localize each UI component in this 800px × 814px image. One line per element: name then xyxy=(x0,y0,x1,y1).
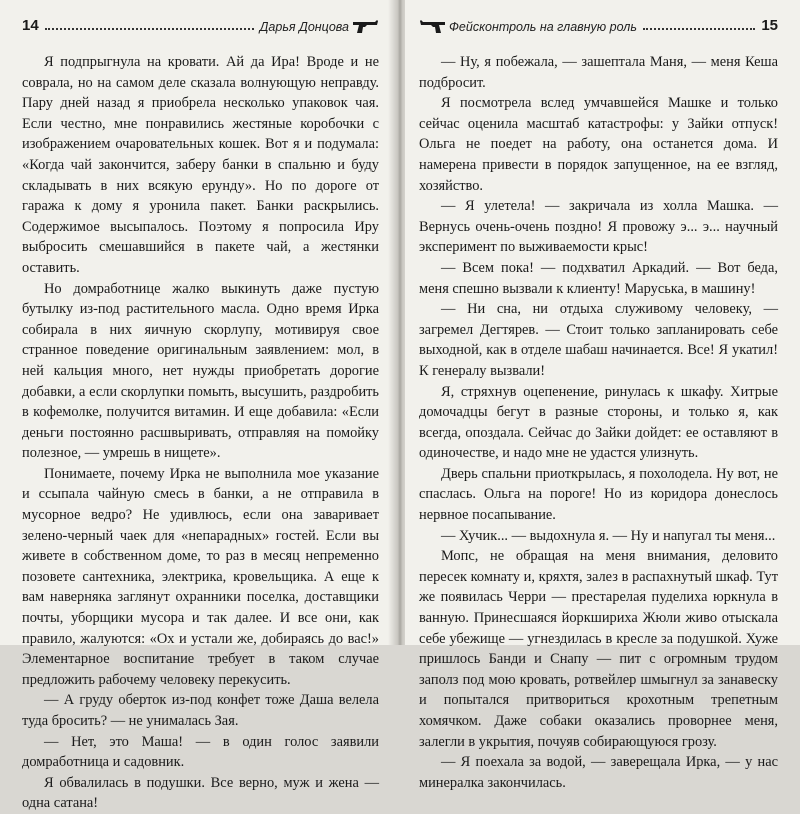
running-head: Дарья Донцова xyxy=(259,20,349,34)
paragraph: Я посмотрела вслед умчавшейся Машке и только сейчас оценила масштаб катастрофы: у Зайки отпуск! Ольга не поедет на работу, она останется дома. И намерена привести в порядок запущенное, на ее взгляд, хозяйство. xyxy=(419,95,778,194)
left-page xyxy=(0,0,395,812)
header-dotted-rule xyxy=(643,27,755,30)
pistol-icon xyxy=(351,18,379,34)
right-page-body xyxy=(419,52,778,793)
right-page xyxy=(405,0,800,791)
paragraph: Я обвалилась в подушки. Все верно, муж и жена — одна сатана! xyxy=(22,774,379,812)
paragraph: — Я поехала за водой, — заверещала Ирка, — у нас минералка закончилась. xyxy=(419,754,778,791)
page-number: 14 xyxy=(22,17,39,34)
paragraph: Но домработнице жалко выкинуть даже пустую бутылку из-под растительного масла. Одно время Ирка собирала в них яичную скорлупу, мотивируя свое странное поведение оригинальным заявлением: мол, в ней кальция много, нет нужды приобретать дорогие добавки, а если скорлупки помыть, высушить, раздробить в кофемолке, получится витамин. И еще добавила: «Если деньги постоянно расшвыривать, отправляя на помойку полезное, — умрешь в нищете». xyxy=(22,280,379,462)
paragraph: Мопс, не обращая на меня внимания, деловито пересек комнату и, кряхтя, залез в распахнутый шкаф. Тут же появилась Черри — престарелая пуделиха юркнула в ванную. Принесшаяся йоркшириха Жюли живо отыскала себе убежище — угнездилась в кресле за подушкой. Хуже пришлось Банди и Снапу — пит с огромным трудом заполз под мою кровать, ротвейлер шмыгнул за занавеску и попытался притвориться крохотным трепетным хомячком. Даже собаки оказались проворнее меня, залегли в укрытия, почуяв собирающуюся грозу. xyxy=(419,548,778,750)
page-number: 15 xyxy=(761,17,778,34)
paragraph: Понимаете, почему Ирка не выполнила мое указание и ссыпала чайную смесь в банки, а не отправила в мусорное ведро? Не удивлюсь, если она заваривает зелено-черный чаек для «непарадных» гостей. Если вы живете в собственном доме, то раз в месяц непременно позовете сантехника, электрика, кровельщика. А еще к вам наверняка заглянут охранники поселка, доставщики почты, уборщики мусора и так далее. И все они, как правило, жалуются: «Ох и устали же, добираясь до вас!» Элементарное воспитание требует в таком случае предложить рабочему человеку перекусить. xyxy=(22,465,379,688)
paragraph: — Я улетела! — закричала из холла Машка. — Вернусь очень-очень поздно! Я провожу э... э... научный эксперимент по выживаемости крыс! xyxy=(419,198,778,256)
paragraph: Я, стряхнув оцепенение, ринулась к шкафу. Хитрые домочадцы бегут в разные стороны, и только я, как всегда, опоздала. Сейчас до Зайки дойдет: ее оставляют в одиночестве, и надо мне не удастся улизнуть. xyxy=(419,383,778,462)
left-page-header xyxy=(22,12,379,34)
paragraph: Дверь спальни приоткрылась, я похолодела. Ну вот, не спаслась. Ольга на пороге! Но из коридора донеслось нервное посапывание. xyxy=(419,465,778,524)
paragraph: — Всем пока! — подхватил Аркадий. — Вот беда, меня спешно вызвали к клиенту! Маруська, в машину! xyxy=(419,259,778,297)
paragraph: — Ну, я побежала, — зашептала Маня, — меня Кеша подбросит. xyxy=(419,54,778,91)
paragraph: — Ни сна, ни отдыха служивому человеку, — загремел Дегтярев. — Стоит только запланировать себе выходной, как в отделе шабаш начинается. Все! Я укатил! К генералу вызвали! xyxy=(419,301,778,379)
paragraph: — Нет, это Маша! — в один голос заявили домработница и садовник. xyxy=(22,733,379,771)
left-page-body xyxy=(22,52,379,814)
paragraph: — А груду оберток из-под конфет тоже Даша велела туда бросить? — не унималась Зая. xyxy=(22,692,379,729)
paragraph: Я подпрыгнула на кровати. Ай да Ира! Вроде и не соврала, но на самом деле сказала волнующую неправду. Пару дней назад я приобрела несколько упаковок чая. Если честно, мне понравились жестяные коробочки с изображением очаровательных кошек. Вот я и подумала: «Когда чай закончится, заберу банки в спальню и буду складывать в них всякую ерунду». Но по дороге от гаража к дому я уронила пакет. Банки раскрылись. Содержимое высыпалось. Поэтому я попросила Иру выбросить смешавшийся в пакете чай, а жестянки оставить. xyxy=(22,54,379,276)
pistol-icon xyxy=(419,18,447,34)
right-page-header xyxy=(419,12,778,34)
running-head: Фейсконтроль на главную роль xyxy=(449,20,637,34)
paragraph: — Хучик... — выдохнула я. — Ну и напугал ты меня... xyxy=(441,527,776,544)
header-dotted-rule xyxy=(45,27,254,30)
